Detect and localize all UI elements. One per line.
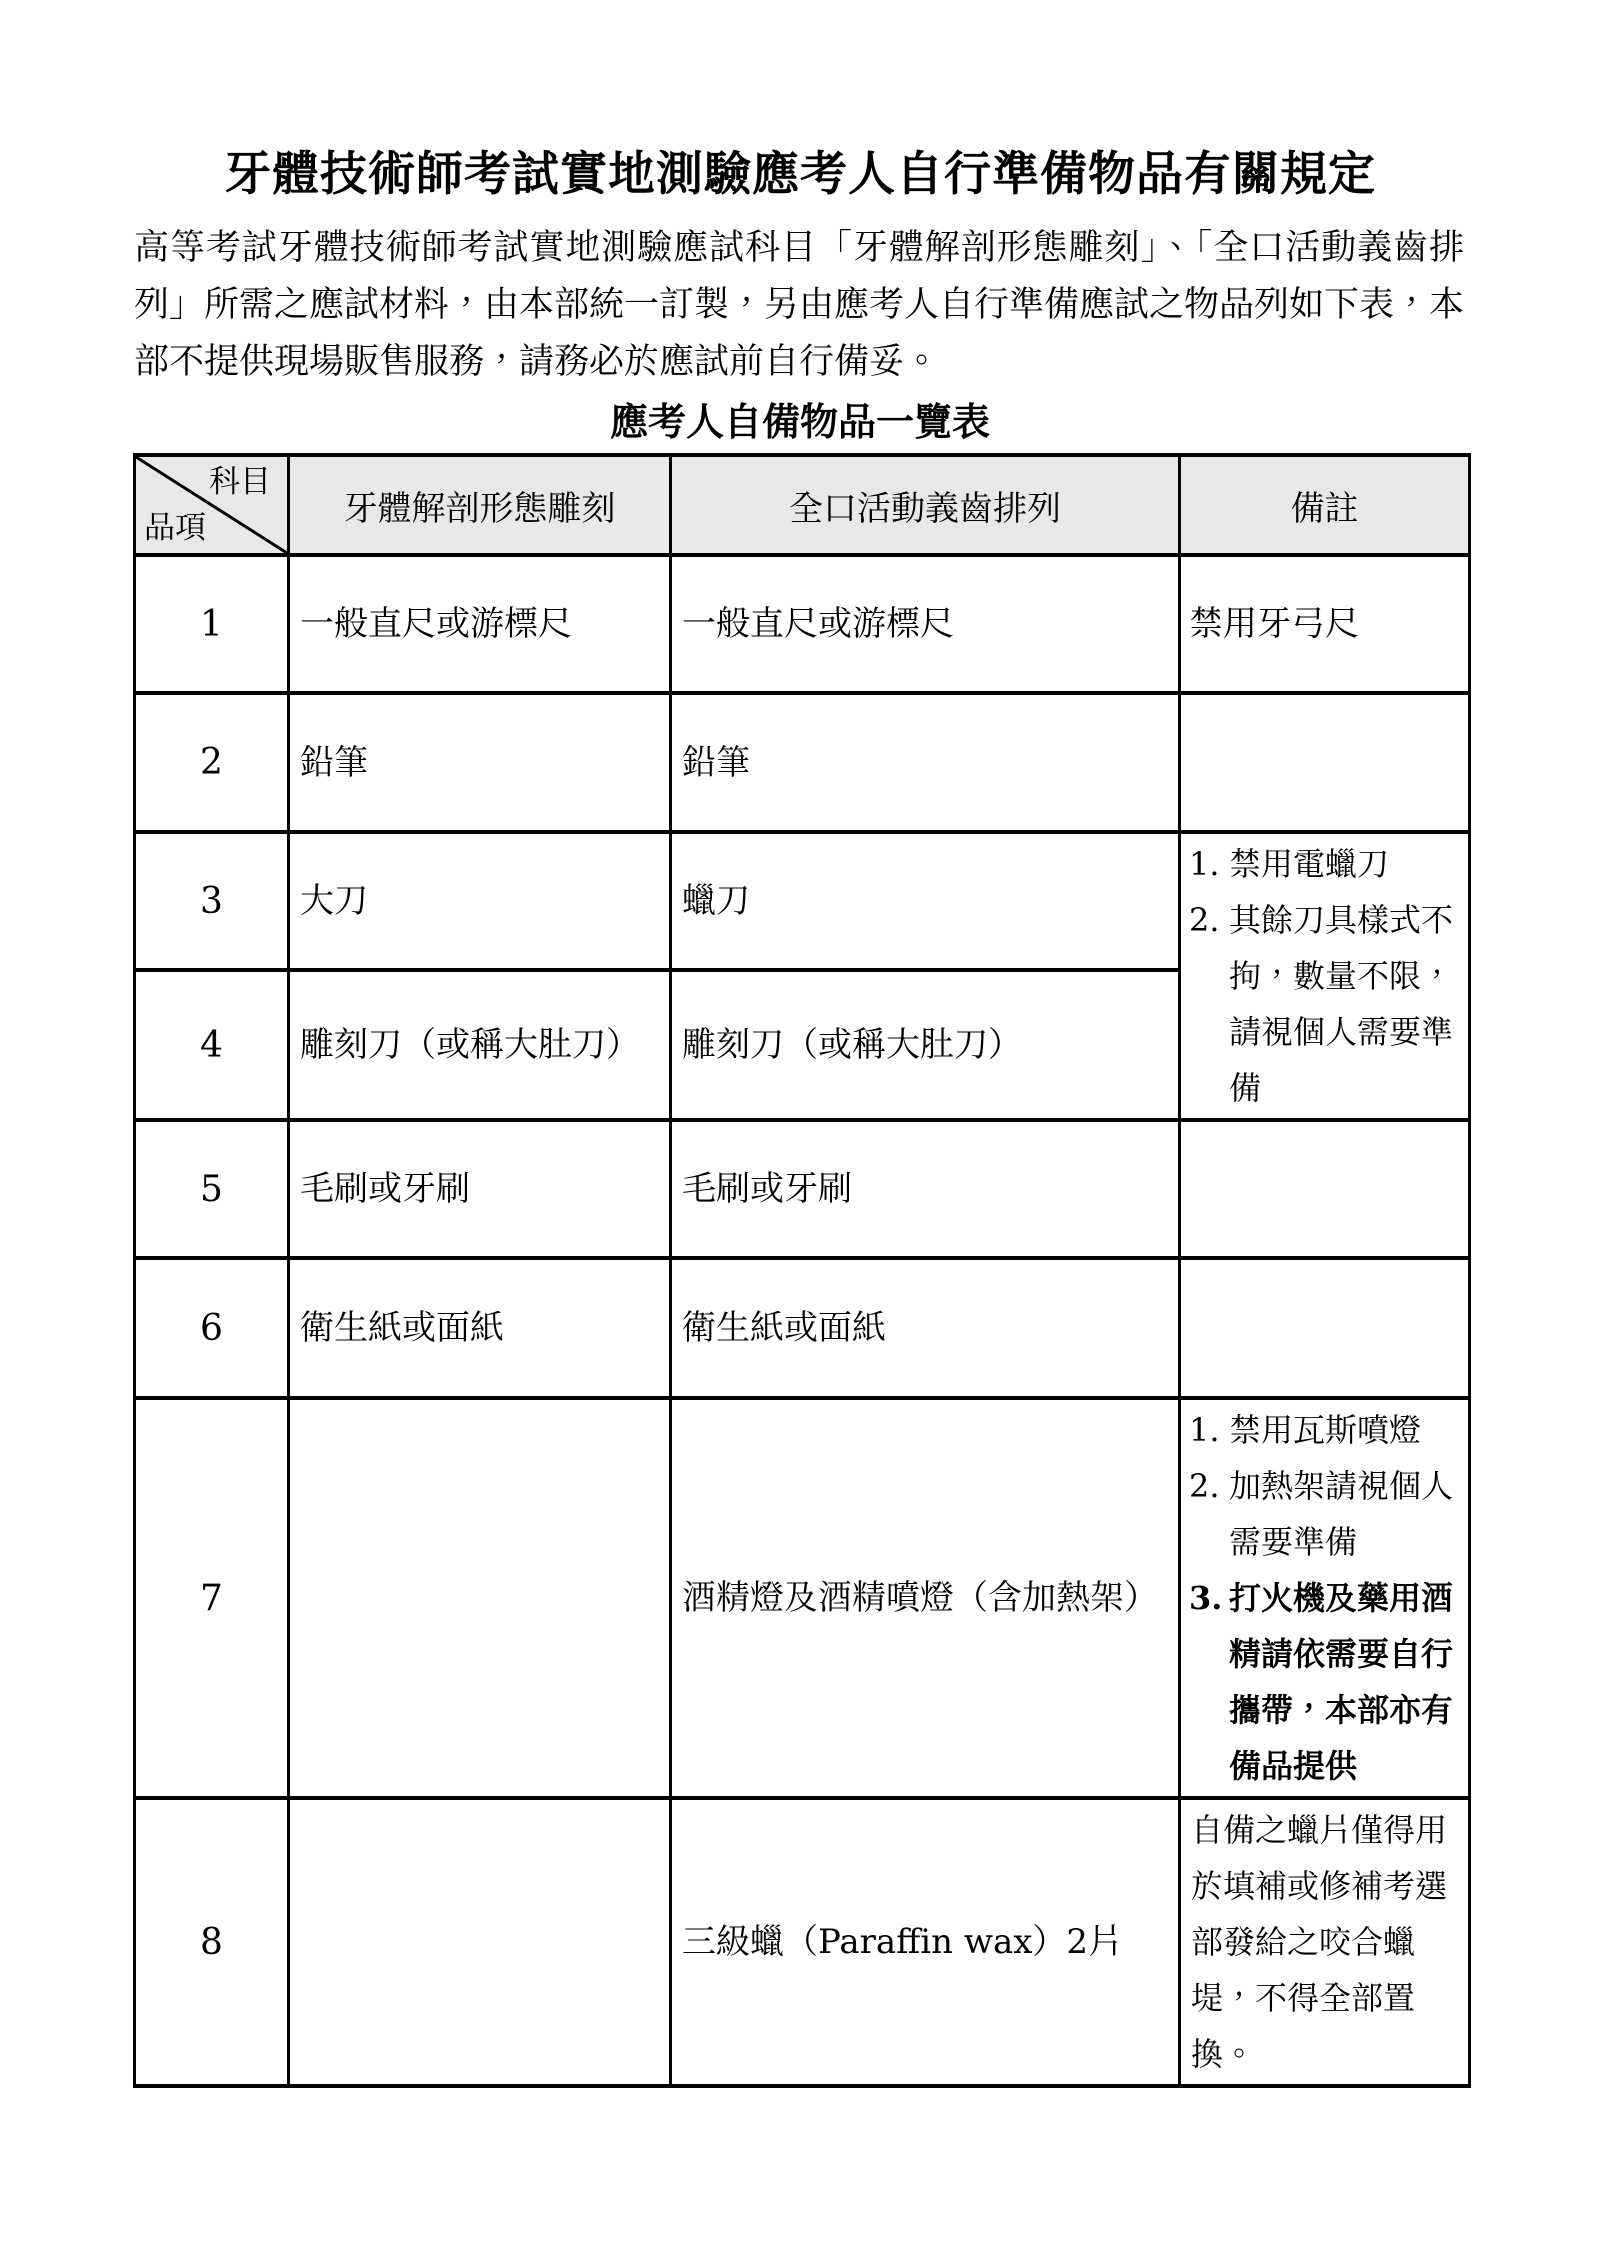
table-caption: 應考人自備物品一覽表 bbox=[609, 399, 990, 444]
table-row bbox=[135, 1258, 1470, 1398]
items-table bbox=[133, 453, 1471, 2088]
row-5-carving: 毛刷或牙刷 bbox=[289, 1120, 671, 1258]
remark-item-number: 2. bbox=[1189, 1467, 1220, 1505]
table-row bbox=[135, 1798, 1470, 2086]
row-2-carving: 鉛筆 bbox=[289, 693, 671, 832]
remark-item-bold bbox=[1189, 1570, 1462, 1794]
row-6-carving: 衛生紙或面紙 bbox=[289, 1258, 671, 1398]
remark-item-text: 禁用瓦斯噴燈 bbox=[1229, 1411, 1422, 1449]
row-7-carving bbox=[289, 1398, 671, 1798]
remark-item bbox=[1189, 1402, 1462, 1458]
row-1-denture: 一般直尺或游標尺 bbox=[671, 555, 1180, 693]
row-5-denture: 毛刷或牙刷 bbox=[671, 1120, 1180, 1258]
table-row bbox=[135, 1398, 1470, 1798]
row-7-denture: 酒精燈及酒精噴燈（含加熱架） bbox=[671, 1398, 1180, 1798]
row-6-denture: 衛生紙或面紙 bbox=[671, 1258, 1180, 1398]
header-cell-carving: 牙體解剖形態雕刻 bbox=[289, 455, 671, 555]
row-5-remark bbox=[1180, 1120, 1470, 1258]
remark-item bbox=[1189, 836, 1462, 892]
table-row bbox=[135, 832, 1470, 970]
row-1-carving: 一般直尺或游標尺 bbox=[289, 555, 671, 693]
table-row bbox=[135, 1120, 1470, 1258]
rows-3-4-remark bbox=[1180, 832, 1470, 1120]
row-7-number: 7 bbox=[135, 1398, 289, 1798]
diagonal-label-item: 品項 bbox=[144, 510, 206, 546]
page-title: 牙體技術師考試實地測驗應考人自行準備物品有關規定 bbox=[224, 147, 1376, 202]
row-3-carving: 大刀 bbox=[289, 832, 671, 970]
row-1-number: 1 bbox=[135, 555, 289, 693]
remark-item-text: 加熱架請視個人需要準備 bbox=[1229, 1467, 1454, 1561]
row-8-number: 8 bbox=[135, 1798, 289, 2086]
table-row bbox=[135, 693, 1470, 832]
remark-item bbox=[1189, 892, 1462, 1116]
row-6-number: 6 bbox=[135, 1258, 289, 1398]
remark-item-number: 3. bbox=[1189, 1579, 1223, 1617]
diagonal-label-subject: 科目 bbox=[209, 464, 271, 500]
row-3-number: 3 bbox=[135, 832, 289, 970]
table-row bbox=[135, 555, 1470, 693]
row-4-carving: 雕刻刀（或稱大肚刀） bbox=[289, 970, 671, 1120]
row-3-denture: 蠟刀 bbox=[671, 832, 1180, 970]
row-2-remark bbox=[1180, 693, 1470, 832]
remark-item bbox=[1189, 1458, 1462, 1570]
header-cell-denture: 全口活動義齒排列 bbox=[671, 455, 1180, 555]
remark-item-text: 其餘刀具樣式不拘，數量不限，請視個人需要準備 bbox=[1229, 901, 1454, 1107]
header-row bbox=[135, 455, 1470, 555]
row-5-number: 5 bbox=[135, 1120, 289, 1258]
remark-item-number: 2. bbox=[1189, 901, 1220, 939]
row-7-remark bbox=[1180, 1398, 1470, 1798]
remark-item-text: 禁用電蠟刀 bbox=[1229, 845, 1390, 883]
header-cell-diagonal bbox=[135, 455, 289, 555]
row-2-number: 2 bbox=[135, 693, 289, 832]
row-8-carving bbox=[289, 1798, 671, 2086]
row-1-remark: 禁用牙弓尺 bbox=[1180, 555, 1470, 693]
row-6-remark bbox=[1180, 1258, 1470, 1398]
intro-paragraph: 高等考試牙體技術師考試實地測驗應試科目「牙體解剖形態雕刻」、「全口活動義齒排列」所需之應試材料，由本部統一訂製，另由應考人自行準備應試之物品列如下表，本部不提供現場販售服務，請務必於應試前自行備妥。 bbox=[134, 228, 1465, 382]
remark-item-number: 1. bbox=[1189, 1411, 1220, 1449]
row-4-number: 4 bbox=[135, 970, 289, 1120]
row-2-denture: 鉛筆 bbox=[671, 693, 1180, 832]
row-4-denture: 雕刻刀（或稱大肚刀） bbox=[671, 970, 1180, 1120]
remark-item-number: 1. bbox=[1189, 845, 1220, 883]
remark-item-text: 打火機及藥用酒精請依需要自行攜帶，本部亦有備品提供 bbox=[1229, 1579, 1454, 1785]
row-8-denture: 三級蠟（Paraffin wax）2片 bbox=[671, 1798, 1180, 2086]
row-8-remark: 自備之蠟片僅得用於填補或修補考選部發給之咬合蠟堤，不得全部置換。 bbox=[1180, 1798, 1470, 2086]
header-cell-remarks: 備註 bbox=[1180, 455, 1470, 555]
